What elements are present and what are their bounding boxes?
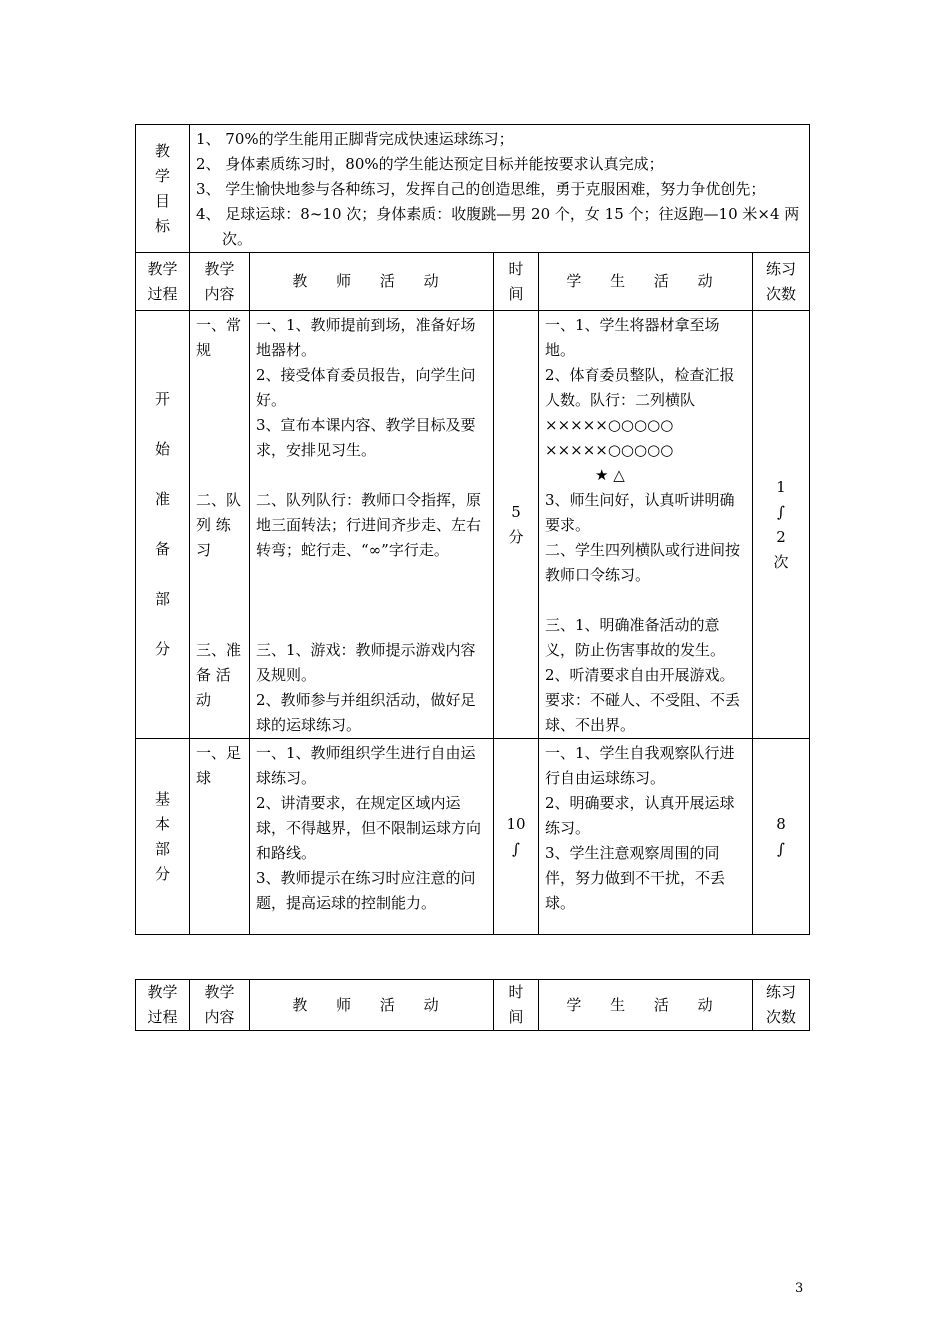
header-student: 学 生 活 动 — [539, 980, 753, 1031]
header-row — [136, 980, 810, 1031]
content-cell — [190, 311, 250, 739]
goal-item: 2、 身体素质练习时，80%的学生能达预定目标并能按要求认真完成； — [196, 155, 664, 173]
lesson-plan-table-continued — [135, 979, 810, 1031]
formation-row: ×××××○○○○○ — [545, 441, 674, 459]
header-process: 教学 过程 — [136, 253, 190, 311]
time-cell: 10 ∫ — [494, 739, 539, 935]
goal-item: 1、 70%的学生能用正脚背完成快速运球练习； — [196, 130, 514, 148]
teacher-item: 三、1、游戏：教师提示游戏内容及规则。 2、教师参与并组织活动，做好足球的运球练习。 — [256, 641, 476, 734]
stage-label: 开 始 准 备 部 分 — [136, 311, 190, 739]
goals-row — [136, 125, 810, 253]
content-item: 三、准 备 活 动 — [196, 641, 242, 709]
goals-label: 教 学 目 标 — [136, 125, 190, 253]
student-text: 三、1、明确准备活动的意义，防止伤害事故的发生。2、听清要求自由开展游戏。要求：不碰人、不受阻、不丢球、不出界。 — [545, 616, 741, 734]
goal-item: 4、 足球运球：8~10 次；身体素质：收腹跳—男 20 个，女 15 个；往返跑—10 米×4 两次。 — [196, 205, 800, 248]
header-content: 教学 内容 — [190, 253, 250, 311]
count-cell: 8 ∫ — [753, 739, 810, 935]
student-text: 3、师生问好，认真听讲明确要求。 二、学生四列横队或行进间按教师口令练习。 — [545, 491, 741, 584]
teacher-item: 一、1、教师提前到场，准备好场地器材。 2、接受体育委员报告，向学生问好。 3、宣布本课内容、教学目标及要求，安排见习生。 — [256, 316, 476, 459]
teacher-item: 一、1、教师组织学生进行自由运球练习。 2、讲清要求，在规定区域内运球，不得越界，但不限制运球方向和路线。 3、教师提示在练习时应注意的问题，提高运球的控制能力。 — [250, 739, 494, 935]
header-count: 练习 次数 — [753, 253, 810, 311]
teacher-item: 二、队列队行：教师口令指挥，原地三面转法；行进间齐步走、左右转弯；蛇行走、“∞”字行走。 — [256, 491, 482, 559]
header-student: 学 生 活 动 — [539, 253, 753, 311]
header-time: 时 间 — [494, 980, 539, 1031]
header-teacher: 教 师 活 动 — [250, 253, 494, 311]
time-cell: 5 分 — [494, 311, 539, 739]
content-item: 二、队 列 练 习 — [196, 491, 242, 559]
header-process: 教学 过程 — [136, 980, 190, 1031]
count-cell: 1 ∫ 2 次 — [753, 311, 810, 739]
header-teacher: 教 师 活 动 — [250, 980, 494, 1031]
lesson-plan-table — [135, 124, 810, 935]
student-text: 一、1、学生将器材拿至场地。 2、体育委员整队，检查汇报人数。队行：二列横队 — [545, 316, 735, 409]
teacher-cell — [250, 311, 494, 739]
header-count: 练习 次数 — [753, 980, 810, 1031]
content-item: 一、足 球 — [190, 739, 250, 935]
stage-label: 基 本 部 分 — [136, 739, 190, 935]
section-row-prep — [136, 311, 810, 739]
section-row-basic — [136, 739, 810, 935]
formation-row: ×××××○○○○○ — [545, 416, 674, 434]
header-row — [136, 253, 810, 311]
page-number: 3 — [795, 1281, 804, 1296]
goals-list — [190, 125, 810, 253]
student-cell — [539, 311, 753, 739]
header-content: 教学 内容 — [190, 980, 250, 1031]
content-item: 一、常 规 — [196, 316, 242, 359]
formation-marks: ★ △ — [595, 466, 625, 484]
goal-item: 3、 学生愉快地参与各种练习，发挥自己的创造思维，勇于克服困难，努力争优创先； — [196, 180, 766, 198]
student-text: 一、1、学生自我观察队行进行自由运球练习。 2、明确要求，认真开展运球练习。 3、学生注意观察周围的同伴，努力做到不干扰，不丢球。 — [539, 739, 753, 935]
header-time: 时 间 — [494, 253, 539, 311]
